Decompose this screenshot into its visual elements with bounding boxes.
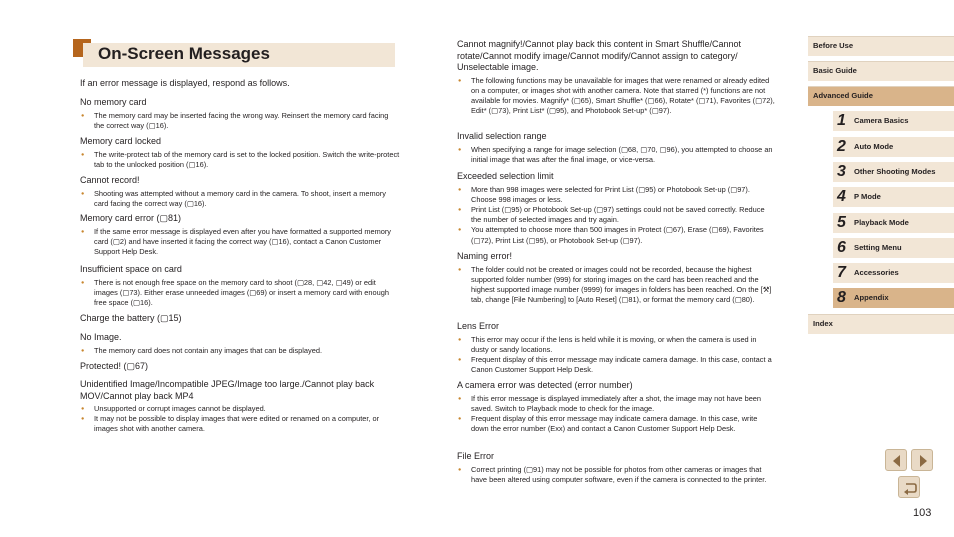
chapter-number: 3 <box>837 163 846 180</box>
title-block <box>73 39 395 68</box>
bullet: ● If the same error message is displayed even after you have formatted a supported memory card (▢2) and have inserted it facing the correct way (▢16), contact a Canon Customer Support Help Desk. <box>80 227 400 258</box>
bullet: ● Frequent display of this error message may indicate camera damage. In this case, contact a Canon Customer Support Help Desk. <box>457 355 775 375</box>
chapter-number: 8 <box>837 289 846 306</box>
bullet: ● The following functions may be unavailable for images that were renamed or already edited on a computer, or images shot with another camera. Note that starred (*) functions are not available for movies. Magnify* (▢65), Smart Shuffle* (▢66), Rotate* (▢71), Favorites (▢72), Edit* (▢73), Print List* (▢95), and Photobook Set-up* (▢97). <box>457 76 775 117</box>
bullet: ● This error may occur if the lens is held while it is moving, or when the camera is used in dusty or sandy locations. <box>457 335 775 355</box>
nav-tab-advanced-guide[interactable]: Advanced Guide <box>808 86 954 106</box>
entry-lens-error <box>457 321 775 375</box>
left-arrow-icon <box>886 450 908 472</box>
entry-insufficient-space <box>80 264 400 308</box>
entry-protected <box>80 361 400 375</box>
nav-tab-basic-guide[interactable]: Basic Guide <box>808 61 954 81</box>
entry-memory-card-locked <box>80 136 400 170</box>
entry-title: Invalid selection range <box>457 131 547 141</box>
entry-cannot-magnify <box>457 39 775 116</box>
entry-title: Charge the battery (▢15) <box>80 313 182 323</box>
entry-title: File Error <box>457 451 495 461</box>
entry-title: A camera error was detected (error number) <box>457 380 633 390</box>
chapter-label: Setting Menu <box>854 243 902 252</box>
entry-title: Cannot record! <box>80 175 140 185</box>
bullet: ● You attempted to choose more than 500 images in Protect (▢67), Erase (▢69), Favorites (▢72), Print List (▢95), or Photobook Set-up (▢97). <box>457 225 775 245</box>
entry-invalid-selection-range <box>457 131 775 165</box>
chapter-playback-mode[interactable] <box>833 213 954 233</box>
entry-title: Lens Error <box>457 321 500 331</box>
entry-title: Unidentified Image/Incompatible JPEG/Image too large./Cannot play back MOV/Cannot play back MP4 <box>80 379 375 401</box>
bullet: ● It may not be possible to display images that were edited or renamed on a computer, or images shot with another camera. <box>80 414 400 434</box>
bullet: ● Shooting was attempted without a memory card in the camera. To shoot, insert a memory card facing the correct way (▢16). <box>80 189 400 209</box>
prev-page-button[interactable] <box>885 449 907 471</box>
entry-cannot-record <box>80 175 400 209</box>
bullet: ● The write-protect tab of the memory card is set to the locked position. Switch the write-protect tab to the unlocked position (▢16). <box>80 150 400 170</box>
bullet: ● The memory card may be inserted facing the wrong way. Reinsert the memory card facing the correct way (▢16). <box>80 111 400 131</box>
chapter-p-mode[interactable] <box>833 187 954 207</box>
entry-title: Protected! (▢67) <box>80 361 149 371</box>
entry-title: Memory card error (▢81) <box>80 213 182 223</box>
chapter-appendix[interactable] <box>833 288 954 308</box>
entry-no-image <box>80 332 400 356</box>
chapter-label: Other Shooting Modes <box>854 167 936 176</box>
intro-text: If an error message is displayed, respond as follows. <box>80 78 290 88</box>
nav-tab-before-use[interactable]: Before Use <box>808 36 954 56</box>
entry-title: Memory card locked <box>80 136 162 146</box>
next-page-button[interactable] <box>911 449 933 471</box>
bullet: ● If this error message is displayed immediately after a shot, the image may not have been saved. Switch to Playback mode to check for the image. <box>457 394 775 414</box>
chapter-setting-menu[interactable] <box>833 238 954 258</box>
chapter-number: 7 <box>837 264 846 281</box>
chapter-auto-mode[interactable] <box>833 137 954 157</box>
entry-title: Naming error! <box>457 251 513 261</box>
nav-tab-index[interactable]: Index <box>808 314 954 334</box>
bullet: ● Correct printing (▢91) may not be possible for photos from other cameras or images that have been altered using computer software, even if the camera is connected to the printer. <box>457 465 775 485</box>
return-button[interactable] <box>898 476 920 498</box>
bullet: ● Print List (▢95) or Photobook Set-up (▢97) settings could not be saved correctly. Reduce the number of selected images and try again. <box>457 205 775 225</box>
chapter-other-shooting-modes[interactable] <box>833 162 954 182</box>
entry-title: No Image. <box>80 332 122 342</box>
page-title: On-Screen Messages <box>98 44 270 63</box>
chapter-number: 5 <box>837 214 846 231</box>
bullet: ● Unsupported or corrupt images cannot be displayed. <box>80 404 400 414</box>
chapter-label: Playback Mode <box>854 218 909 227</box>
chapter-number: 1 <box>837 112 846 129</box>
chapter-label: Appendix <box>854 293 889 302</box>
right-arrow-icon <box>912 450 934 472</box>
entry-naming-error <box>457 251 775 305</box>
chapter-accessories[interactable] <box>833 263 954 283</box>
chapter-number: 2 <box>837 138 846 155</box>
bullet: ● There is not enough free space on the memory card to shoot (▢28, ▢42, ▢49) or edit images (▢73). Either erase unneeded images (▢69) or insert a memory card with enough free space (▢16). <box>80 278 400 309</box>
chapter-number: 6 <box>837 239 846 256</box>
chapter-label: Camera Basics <box>854 116 909 125</box>
entry-charge-battery <box>80 313 400 327</box>
entry-no-memory-card <box>80 97 400 131</box>
bullet: ● The folder could not be created or images could not be recorded, because the highest supported folder number (999) for storing images on the card has been reached and the highest supported image number (9999) for images in folders has been reached. On the [⚒] tab, change [File Numbering] to [Auto Reset] (▢81), or format the memory card (▢80). <box>457 265 775 306</box>
bullet: ● When specifying a range for image selection (▢68, ▢70, ▢96), you attempted to choose an initial image that was after the final image, or vice-versa. <box>457 145 775 165</box>
bullet: ● The memory card does not contain any images that can be displayed. <box>80 346 400 356</box>
chapter-label: Accessories <box>854 268 899 277</box>
bullet: ● Frequent display of this error message may indicate camera damage. In this case, write down the error number (Exx) and contact a Canon Customer Support Help Desk. <box>457 414 775 434</box>
entry-title: No memory card <box>80 97 147 107</box>
chapter-number: 4 <box>837 188 846 205</box>
entry-camera-error <box>457 380 775 434</box>
entry-memory-card-error <box>80 213 400 257</box>
page-number: 103 <box>913 507 932 519</box>
entry-exceeded-selection-limit <box>457 171 775 246</box>
entry-title: Cannot magnify!/Cannot play back this content in Smart Shuffle/Cannot rotate/Cannot modify image/Cannot modify/Cannot assign to category/ Unselectable image. <box>457 39 741 72</box>
entry-unidentified-image <box>80 379 400 435</box>
chapter-camera-basics[interactable] <box>833 111 954 131</box>
chapter-label: Auto Mode <box>854 142 894 151</box>
return-icon <box>899 477 921 499</box>
entry-file-error <box>457 451 775 485</box>
bullet: ● More than 998 images were selected for Print List (▢95) or Photobook Set-up (▢97). Choose 998 images or less. <box>457 185 775 205</box>
chapter-label: P Mode <box>854 192 881 201</box>
entry-title: Insufficient space on card <box>80 264 182 274</box>
entry-title: Exceeded selection limit <box>457 171 554 181</box>
